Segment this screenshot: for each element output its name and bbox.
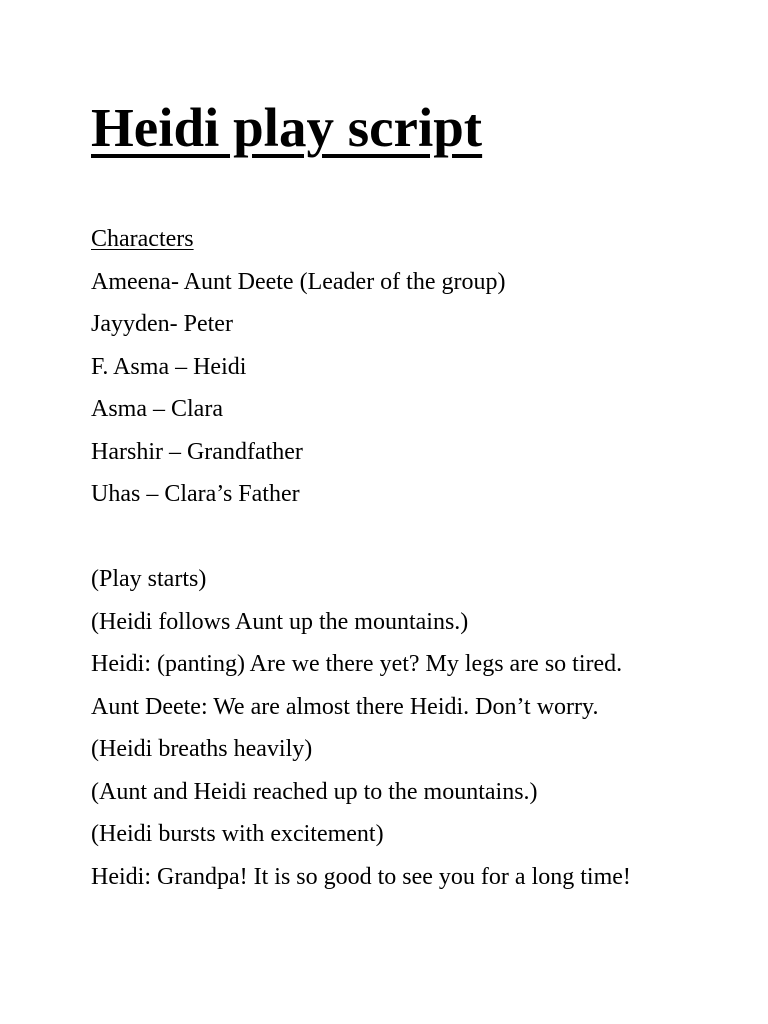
character-entry: Asma – Clara xyxy=(91,396,223,422)
blank-line xyxy=(91,516,731,559)
document-body xyxy=(91,218,731,898)
character-entry: Jayyden- Peter xyxy=(91,311,233,337)
script-line: (Aunt and Heidi reached up to the mountains.) xyxy=(91,778,538,805)
characters-heading-line xyxy=(91,218,731,261)
character-entry: Ameena- Aunt Deete (Leader of the group) xyxy=(91,268,506,295)
script-line: Heidi: Grandpa! It is so good to see you for a long time! xyxy=(91,863,631,890)
character-entry: Uhas – Clara’s Father xyxy=(91,481,300,507)
script-line: (Heidi bursts with excitement) xyxy=(91,821,384,847)
script-line: Heidi: (panting) Are we there yet? My legs are so tired. xyxy=(91,651,623,677)
characters-heading: Characters xyxy=(91,226,194,252)
page-title: Heidi play script xyxy=(91,97,483,158)
script-line: Aunt Deete: We are almost there Heidi. Don’t worry. xyxy=(91,693,599,720)
script-line: (Play starts) xyxy=(91,566,207,592)
script-line: (Heidi breaths heavily) xyxy=(91,736,313,762)
character-entry: Harshir – Grandfather xyxy=(91,438,303,465)
script-line: (Heidi follows Aunt up the mountains.) xyxy=(91,608,469,635)
character-entry: F. Asma – Heidi xyxy=(91,353,247,380)
